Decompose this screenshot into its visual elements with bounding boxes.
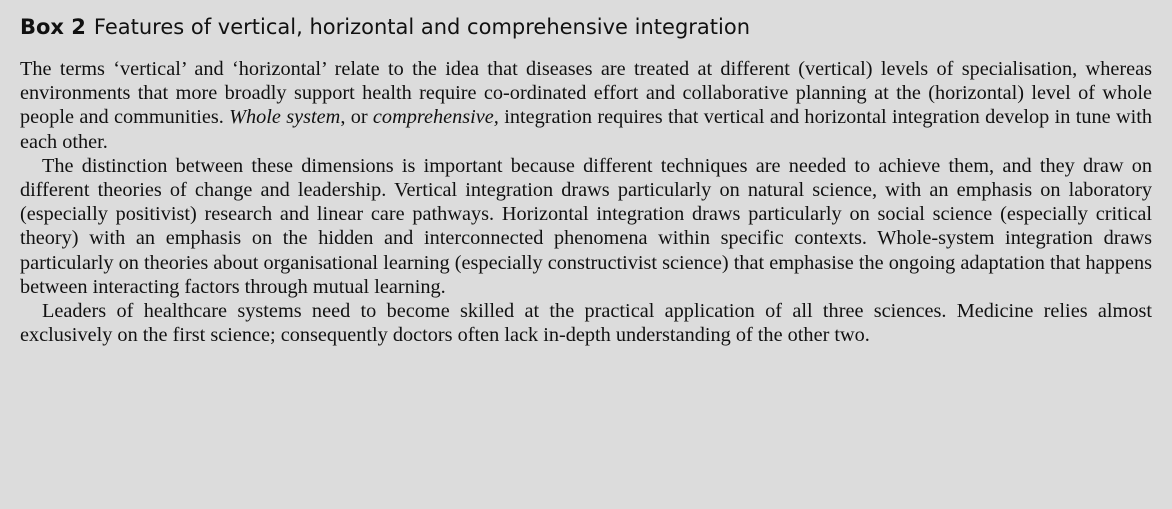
paragraph-2: The distinction between these dimensions is important because different techniques are needed to achieve them, and they draw on different theories of change and leadership. Vertical integration draws particularly on natural science, with an emphasis on laboratory (especially positivist) research and linear care pathways. Horizontal integration draws particularly on social science (especially critical theory) with an emphasis on the hidden and interconnected phenomena within specific contexts. Whole-system integration draws particularly on theories about organisational learning (especially constructivist science) that emphasise the ongoing adaptation that happens between interacting factors through mutual learning. xyxy=(20,154,1152,298)
box-label: Box 2 xyxy=(20,15,86,39)
paragraph-1-text-b: , or xyxy=(340,106,373,129)
box-body xyxy=(20,57,1152,347)
paragraph-1 xyxy=(20,57,1152,154)
paragraph-1-text-c: integration requires that vertical and horizontal integration develop in tune with each other. xyxy=(20,106,1153,153)
paragraph-1-emphasis-comprehensive: comprehensive, xyxy=(372,106,499,129)
paragraph-1-text-a: The terms ‘vertical’ and ‘horizontal’ relate to the idea that diseases are treated at different (vertical) levels of specialisation, whereas environments that more broadly support health require co-ordinated effort and collaborative planning at the (horizontal) level of whole people and communities. xyxy=(20,58,1152,129)
paragraph-3: Leaders of healthcare systems need to become skilled at the practical application of all three sciences. Medicine relies almost exclusively on the first science; consequently doctors often lack in-depth understanding of the other two. xyxy=(20,300,1152,347)
box-title xyxy=(20,13,1152,41)
box-heading: Features of vertical, horizontal and comprehensive integration xyxy=(93,15,751,39)
paragraph-1-emphasis-whole-system: Whole system xyxy=(229,106,341,129)
